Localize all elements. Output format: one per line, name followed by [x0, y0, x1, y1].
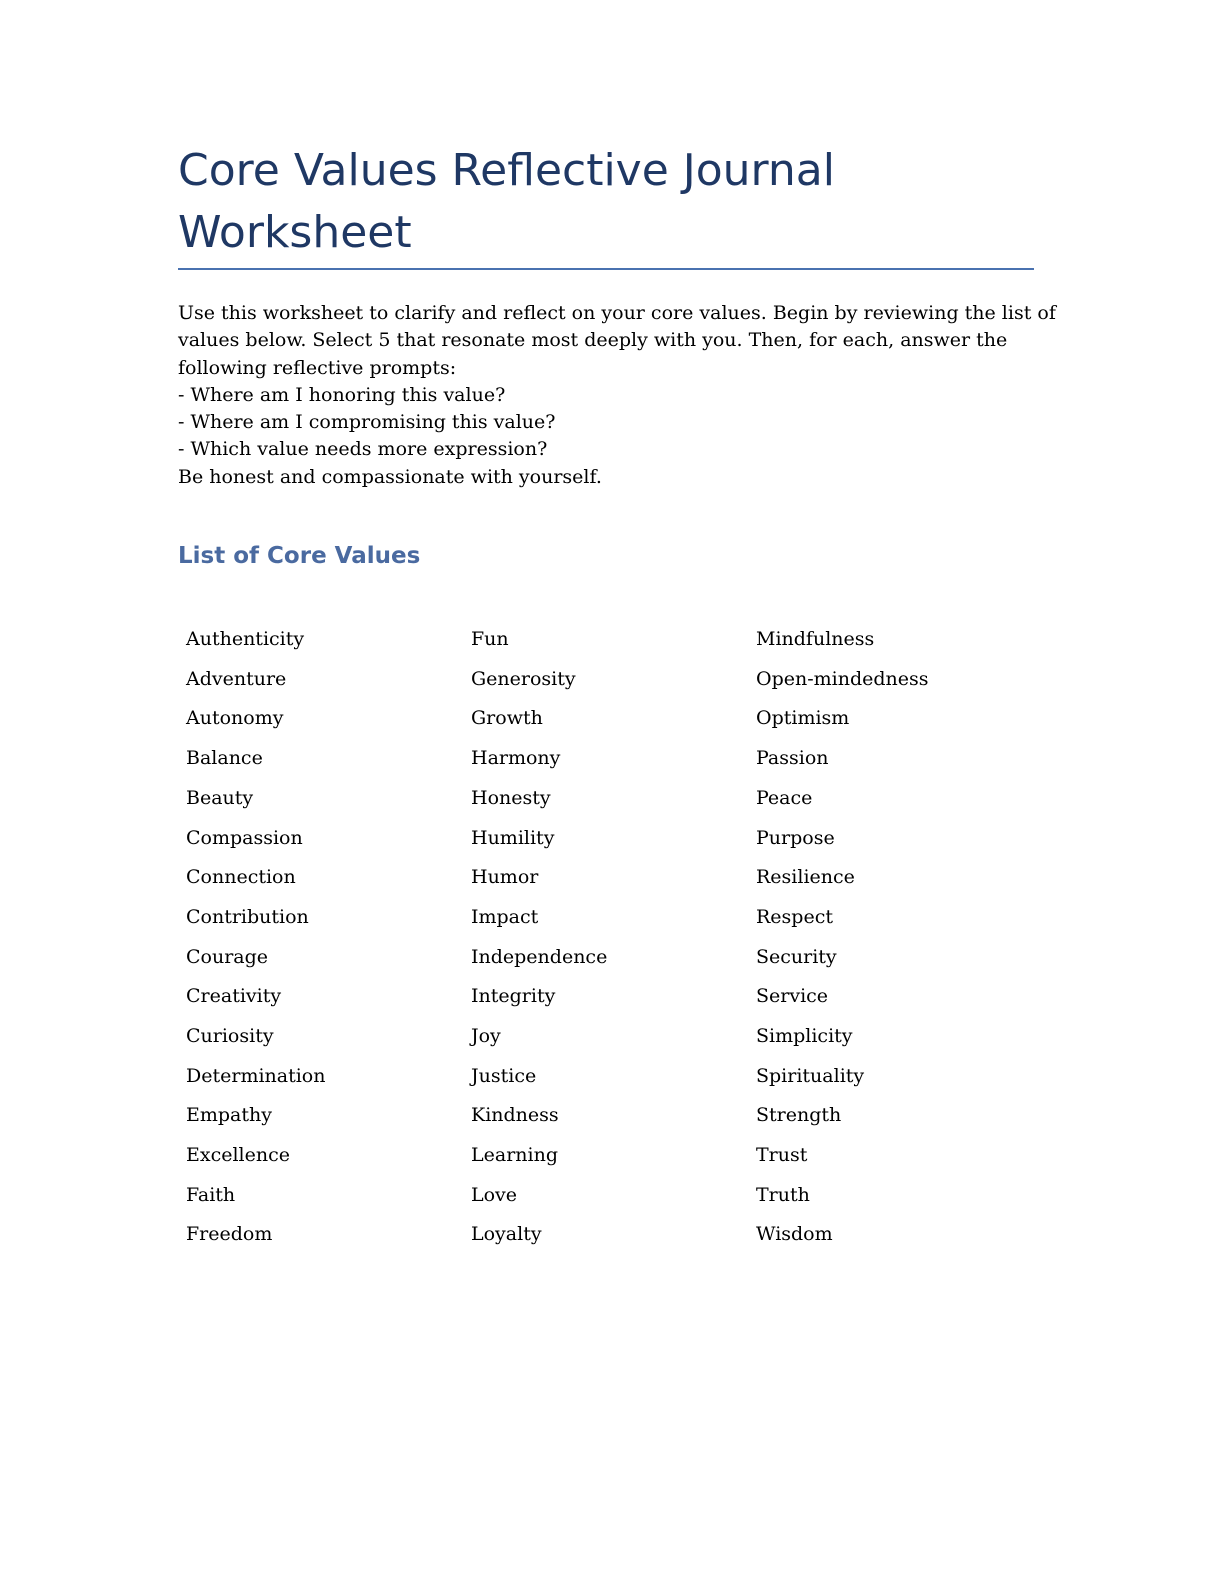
value-item: Determination	[186, 1064, 326, 1087]
value-item: Respect	[756, 905, 833, 928]
prompt-honoring: - Where am I honoring this value?	[178, 383, 506, 406]
value-item: Creativity	[186, 985, 282, 1008]
worksheet-page	[178, 140, 1056, 1262]
value-item: Passion	[756, 747, 829, 770]
value-item: Resilience	[756, 866, 855, 889]
value-item: Humility	[471, 826, 555, 849]
value-item: Generosity	[471, 667, 576, 690]
intro-paragraph	[178, 300, 1056, 491]
intro-line: following reflective prompts:	[178, 356, 457, 379]
intro-line: values below. Select 5 that resonate most deeply with you. Then, for each, answer the	[178, 329, 1008, 352]
value-item: Impact	[471, 905, 539, 928]
value-item: Connection	[186, 866, 296, 889]
value-item: Spirituality	[756, 1064, 865, 1087]
value-item: Mindfulness	[756, 628, 875, 651]
value-item: Authenticity	[186, 628, 305, 651]
title-line: Worksheet	[178, 207, 412, 258]
title-line: Core Values Reflective Journal	[178, 145, 835, 196]
value-item: Honesty	[471, 786, 551, 809]
value-item: Joy	[471, 1024, 501, 1047]
value-item: Justice	[471, 1064, 537, 1087]
value-item: Growth	[471, 707, 543, 730]
value-item: Open-mindedness	[756, 667, 929, 690]
value-item: Fun	[471, 628, 509, 651]
value-item: Truth	[756, 1183, 810, 1206]
value-item: Loyalty	[471, 1223, 542, 1246]
value-item: Strength	[756, 1104, 842, 1127]
value-item: Excellence	[186, 1144, 290, 1167]
value-item: Empathy	[186, 1104, 272, 1127]
value-item: Learning	[471, 1144, 558, 1167]
value-item: Trust	[756, 1144, 808, 1167]
value-item: Independence	[471, 945, 608, 968]
value-item: Optimism	[756, 707, 850, 730]
values-column-2	[463, 627, 748, 1262]
value-item: Service	[756, 985, 829, 1008]
value-item: Love	[471, 1183, 518, 1206]
value-item: Autonomy	[186, 707, 284, 730]
prompt-expression: - Which value needs more expression?	[178, 438, 548, 461]
section-heading: List of Core Values	[178, 543, 421, 570]
values-column-1	[178, 627, 463, 1262]
page-title	[178, 140, 1034, 270]
value-item: Freedom	[186, 1223, 273, 1246]
value-item: Security	[756, 945, 837, 968]
value-item: Simplicity	[756, 1024, 853, 1047]
value-item: Contribution	[186, 905, 309, 928]
prompt-compromising: - Where am I compromising this value?	[178, 411, 556, 434]
value-item: Integrity	[471, 985, 556, 1008]
value-item: Humor	[471, 866, 539, 889]
value-item: Compassion	[186, 826, 303, 849]
values-grid	[178, 627, 1034, 1262]
intro-closing: Be honest and compassionate with yourself.	[178, 465, 602, 488]
value-item: Beauty	[186, 786, 254, 809]
value-item: Kindness	[471, 1104, 559, 1127]
value-item: Purpose	[756, 826, 835, 849]
value-item: Wisdom	[756, 1223, 833, 1246]
value-item: Balance	[186, 747, 263, 770]
value-item: Harmony	[471, 747, 561, 770]
value-item: Peace	[756, 786, 813, 809]
values-column-3	[748, 627, 1033, 1262]
value-item: Adventure	[186, 667, 287, 690]
value-item: Curiosity	[186, 1024, 274, 1047]
value-item: Courage	[186, 945, 269, 968]
value-item: Faith	[186, 1183, 236, 1206]
intro-line: Use this worksheet to clarify and reflect on your core values. Begin by reviewing the list of	[178, 302, 1056, 324]
